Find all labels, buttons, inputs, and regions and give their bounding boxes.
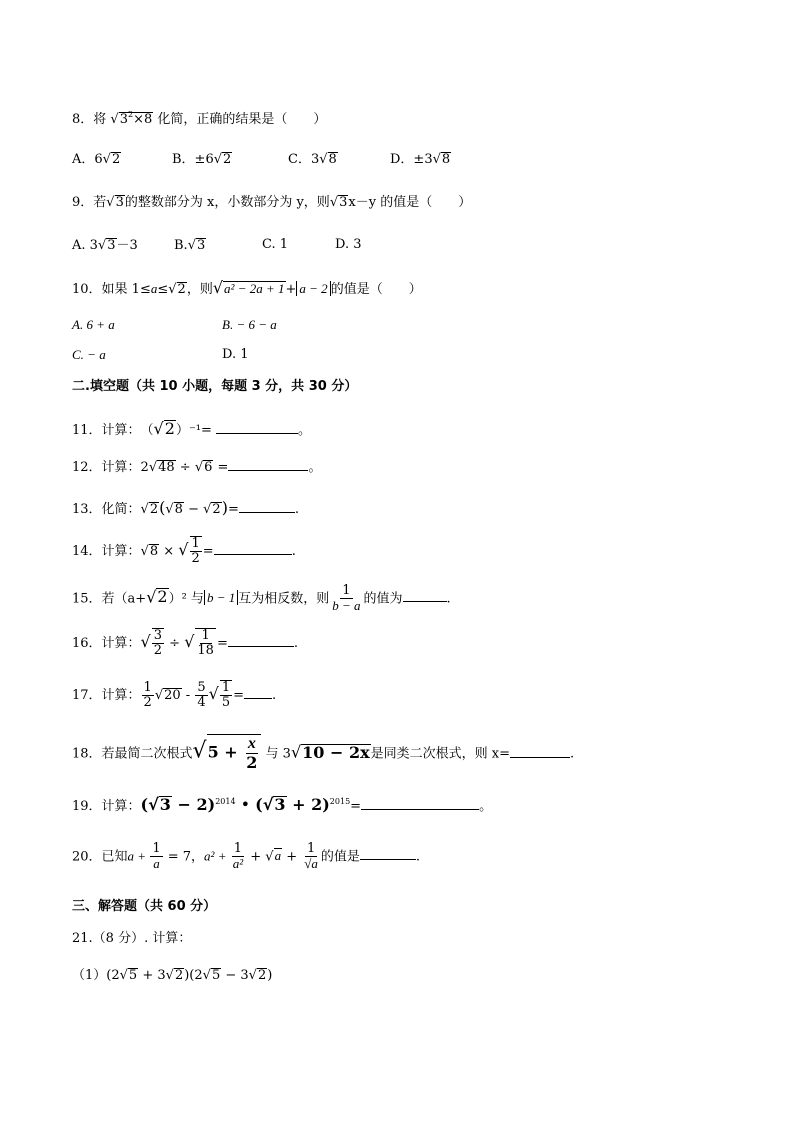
q20-n2: 1 [233, 841, 243, 856]
q8-option-d: D．±3√8 [390, 152, 451, 167]
q9-option-c-label: C. 1 [262, 237, 289, 252]
q19-e1: ( [140, 795, 149, 814]
q10-stem: 的值是（ ） [330, 282, 422, 297]
q21-r3: 5 [211, 968, 221, 983]
question-21-heading: 21.（8 分）. 计算： [72, 931, 192, 946]
q13-paren-r: ) [221, 498, 228, 517]
q18-mid: 与 3 [261, 746, 291, 762]
q15-num: 1 [342, 583, 351, 598]
section-3-title: 三、解答题（共 60 分） [72, 899, 217, 914]
q9-stem-b: x－y 的值是（ ） [348, 195, 472, 210]
q17-pre: 17．计算： [72, 687, 141, 703]
q10-option-a-label: A. 6 + a [72, 317, 115, 332]
q10-option-a [72, 318, 115, 332]
q20-plus: + [246, 849, 266, 865]
q19-end: 。 [479, 799, 493, 814]
q18-end: . [570, 746, 575, 762]
q9-rad: 3 [115, 195, 124, 210]
q16-div: ÷ [165, 635, 185, 651]
q10-option-c [72, 348, 106, 362]
q9-option-c [262, 238, 288, 251]
q20-plus2: + [282, 849, 302, 865]
q21-r4: 2 [257, 968, 267, 983]
q19-e2b: + 2) [286, 795, 330, 814]
question-11: 11．计算： （√2）⁻¹= 。 [72, 419, 312, 438]
question-9: 9．若√3的整数部分为 x，小数部分为 y，则√3x－y 的值是（ ） [72, 195, 472, 210]
q8-number: 8．将 [72, 112, 107, 127]
q16-end: . [293, 635, 298, 651]
q9-option-a-rad: 3 [107, 238, 116, 253]
q20-n1: 1 [152, 841, 161, 856]
q10-a: a [150, 281, 158, 296]
q21-sub: （1）(2 [72, 968, 120, 983]
q12-rad2: 6 [204, 460, 213, 475]
q19-post: = [350, 799, 362, 814]
q14-den: 2 [191, 551, 200, 567]
q15-mid: ）² 与 [168, 591, 204, 607]
q8-option-a: A．6√2 [72, 152, 121, 167]
q12-rad1: 48 [158, 460, 175, 475]
q15-end: . [446, 591, 451, 607]
q14-pre: 14．计算： [72, 543, 141, 559]
q12-div: ÷ [175, 460, 195, 475]
q20-pre: 20．已知 [72, 849, 128, 865]
q13-pre: 13．化简： [72, 502, 141, 517]
q16-num1: 3 [153, 628, 163, 643]
q8-radicand-exp: 2 [128, 110, 134, 119]
q17-d1: 2 [143, 694, 152, 710]
q19-answer-blank[interactable] [361, 808, 479, 810]
question-19: 19．计算：$(√3 - 2)^{2014}$ • $(√3 + 2)^{2015}=$ 。 [72, 795, 493, 814]
q9-option-b-rad: 3 [196, 238, 206, 253]
q17-answer-blank[interactable] [244, 697, 272, 699]
q13-end: . [294, 502, 299, 517]
q13-answer-blank[interactable] [239, 511, 295, 513]
q16-den1: 2 [153, 643, 163, 659]
q8-option-b: B．±6√2 [172, 152, 232, 167]
q15-pre: 15．若（a+ [72, 591, 147, 607]
q10-option-d [222, 348, 249, 361]
q13-post: = [227, 502, 239, 517]
q12-post: = [213, 460, 229, 475]
q20-answer-blank[interactable] [360, 858, 416, 860]
question-10: 10．如果 1≤a≤√2，则√a² − 2a + 1+ a − 2 的值是（ ） [72, 278, 422, 297]
q11-end: 。 [298, 423, 312, 438]
q15-abs: b − 1 [204, 590, 238, 605]
q15-den: b − a [332, 598, 361, 614]
q8-option-b-rad: 2 [223, 152, 232, 167]
q19-dot: • [235, 795, 256, 814]
q8-radicand-rest: ×8 [133, 112, 153, 127]
q13-rad3: 2 [212, 502, 221, 517]
q18-rad2: 10 − 2x [302, 742, 370, 762]
section-2-title: 二.填空题（共 10 小题，每题 3 分，共 30 分） [72, 379, 358, 394]
q17-end: . [272, 687, 277, 703]
q21-m4: ) [267, 968, 273, 983]
q10-le: ≤ [157, 282, 169, 297]
q20-post: 的值是 [320, 849, 360, 865]
q10-expr-rad: a² − 2a + 1 [224, 281, 285, 296]
q15-mid2: 互为相反数，则 [238, 591, 330, 607]
q20-d2: a² [232, 856, 244, 872]
q20-end: . [415, 849, 421, 865]
question-14: 14．计算：√8 × √ $\frac{1}{2}$ = . [72, 536, 296, 567]
q13-rad1: 2 [149, 502, 159, 517]
q10-option-d-label: D. 1 [222, 347, 249, 362]
q13-rad2: 8 [174, 502, 183, 517]
q18-pre: 18．若最简二次根式 [72, 746, 193, 762]
q8-option-c-label: C．3 [288, 152, 320, 167]
q21-m3: − 3 [221, 968, 249, 983]
q9-option-d [335, 238, 362, 251]
q9-stem-a: 的整数部分为 x，小数部分为 y，则 [124, 195, 330, 210]
q21-r2: 2 [174, 968, 184, 983]
q19-e2: ( [255, 795, 263, 814]
q11-pre: 11．计算： （ [72, 423, 154, 438]
q18-num: x [247, 735, 256, 752]
question-21-part-1: （1）(2√5 + 3√2)(2√5 − 3√2) [72, 968, 273, 983]
q10-option-b [222, 318, 277, 332]
q14-times: × [159, 543, 179, 559]
q9-option-d-label: D. 3 [335, 237, 362, 252]
q16-post: = [216, 635, 228, 651]
question-20: 20．已知a + $\frac{1}{a}$ = 7，a² + $\frac{1}{\text{a²}}$ + √a + $\frac{1}{√a}$ 的值是 . [72, 841, 421, 872]
q20-d1: a [153, 856, 160, 872]
q10-plus: + [285, 282, 297, 297]
q9-option-a-label: A. 3 [72, 238, 98, 253]
q9-rad2: 3 [339, 195, 348, 210]
q15-answer-blank[interactable] [403, 600, 447, 602]
q14-num: 1 [191, 536, 200, 551]
q21-r1: 5 [128, 968, 138, 983]
q19-p1: 2014 [215, 797, 236, 806]
q18-den: 2 [246, 752, 258, 772]
q8-option-d-label: D．±3 [390, 152, 433, 167]
q17-n1: 1 [143, 679, 152, 695]
q17-post: = [233, 687, 245, 703]
q11-rad: 2 [164, 419, 175, 438]
q12-end: 。 [308, 460, 322, 475]
q19-rad2: 3 [274, 795, 286, 814]
q19-p2: 2015 [329, 797, 351, 806]
q19-e1b: − 2) [171, 795, 216, 814]
q17-rad1: 20 [164, 687, 181, 703]
q19-rad1: 3 [159, 795, 171, 814]
q16-pre: 16．计算： [72, 635, 141, 651]
q16-den2: 18 [197, 643, 214, 659]
q17-d3: 5 [221, 695, 231, 711]
q10-then: ，则 [186, 282, 213, 297]
q14-answer-blank[interactable] [214, 553, 292, 555]
q16-num2: 1 [201, 628, 210, 643]
q18-a: 5 + [207, 742, 244, 762]
q16-answer-blank[interactable] [228, 645, 294, 647]
q8-stem: 化简，正确的结果是（ ） [157, 112, 327, 127]
q10-option-b-label: B. − 6 − a [222, 317, 277, 332]
q9-number: 9．若 [72, 195, 107, 210]
q18-post: 是同类二次根式，则 x= [370, 746, 510, 762]
q11-answer-blank[interactable] [216, 432, 298, 434]
q14-end: . [291, 543, 296, 559]
q8-option-c-rad: 8 [328, 152, 337, 167]
q20-rad: a [274, 848, 282, 864]
q19-pre: 19．计算： [72, 799, 141, 814]
q10-number: 10．如果 1≤ [72, 282, 151, 297]
q12-answer-blank[interactable] [228, 469, 308, 471]
q9-option-b: B.√3 [174, 238, 206, 253]
q21-m2: )(2 [184, 968, 203, 983]
q15-post: 的值为 [363, 591, 403, 607]
q8-option-a-label: A．6 [72, 152, 103, 167]
q20-n3: 1 [306, 841, 316, 856]
q13-paren-l: ( [159, 498, 166, 517]
q10-abs: a − 2 [296, 281, 330, 296]
question-18: 18．若最简二次根式√5 + $\frac{x}{2}$ 与 3√10 − 2x是同类二次根式，则 x= . [72, 735, 575, 772]
question-13: 13．化简：√2(√8 − √2)= . [72, 498, 299, 517]
q21-m1: + 3 [138, 968, 166, 983]
q10-rad: 2 [177, 282, 186, 297]
q9-option-a: A. 3√3－3 [72, 238, 138, 253]
q9-option-b-label: B. [174, 238, 188, 253]
q13-minus: − [183, 502, 204, 517]
q17-n2: 5 [197, 679, 206, 695]
q17-d2: 4 [197, 694, 206, 710]
q20-eq: = 7， [163, 849, 205, 865]
q8-option-c: C．3√8 [288, 152, 337, 167]
q14-post: = [202, 543, 214, 559]
question-12: 12．计算：2√48 ÷ √6 = 。 [72, 460, 322, 475]
question-8: 8．将 $√3^2\times 8$ 化简，正确的结果是（ ） [72, 110, 327, 127]
question-17: 17．计算： $\frac{1}{2}$ √20 - $\frac{5}{4}$ √ $\frac{1}{5}$ = . [72, 679, 277, 711]
q20-d3: √a [304, 856, 318, 872]
q8-option-a-rad: 2 [111, 152, 121, 167]
question-16: 16．计算：√ $\frac{3}{2}$ ÷ √ $\frac{1}{18}$ = . [72, 628, 298, 659]
q17-n3: 1 [221, 680, 231, 695]
q9-option-a-tail: －3 [116, 238, 138, 253]
q8-radicand-base: 3 [119, 112, 128, 127]
q20-a2: a² + [204, 848, 230, 864]
q11-post: ）⁻¹= [175, 423, 217, 438]
q15-rad: 2 [157, 587, 168, 607]
question-15: 15．若（a+√2）² 与 b − 1 互为相反数，则 $\frac{1}{b - a}$ 的值为 . [72, 583, 451, 614]
q10-option-c-label: C. − a [72, 347, 106, 362]
q14-rad1: 8 [149, 543, 159, 559]
q8-option-d-rad: 8 [441, 152, 451, 167]
q20-a: a + [127, 848, 150, 864]
q18-answer-blank[interactable] [510, 756, 570, 758]
q12-pre: 12．计算：2 [72, 460, 149, 475]
q8-option-b-label: B．±6 [172, 152, 214, 167]
q17-minus: - [181, 687, 195, 703]
